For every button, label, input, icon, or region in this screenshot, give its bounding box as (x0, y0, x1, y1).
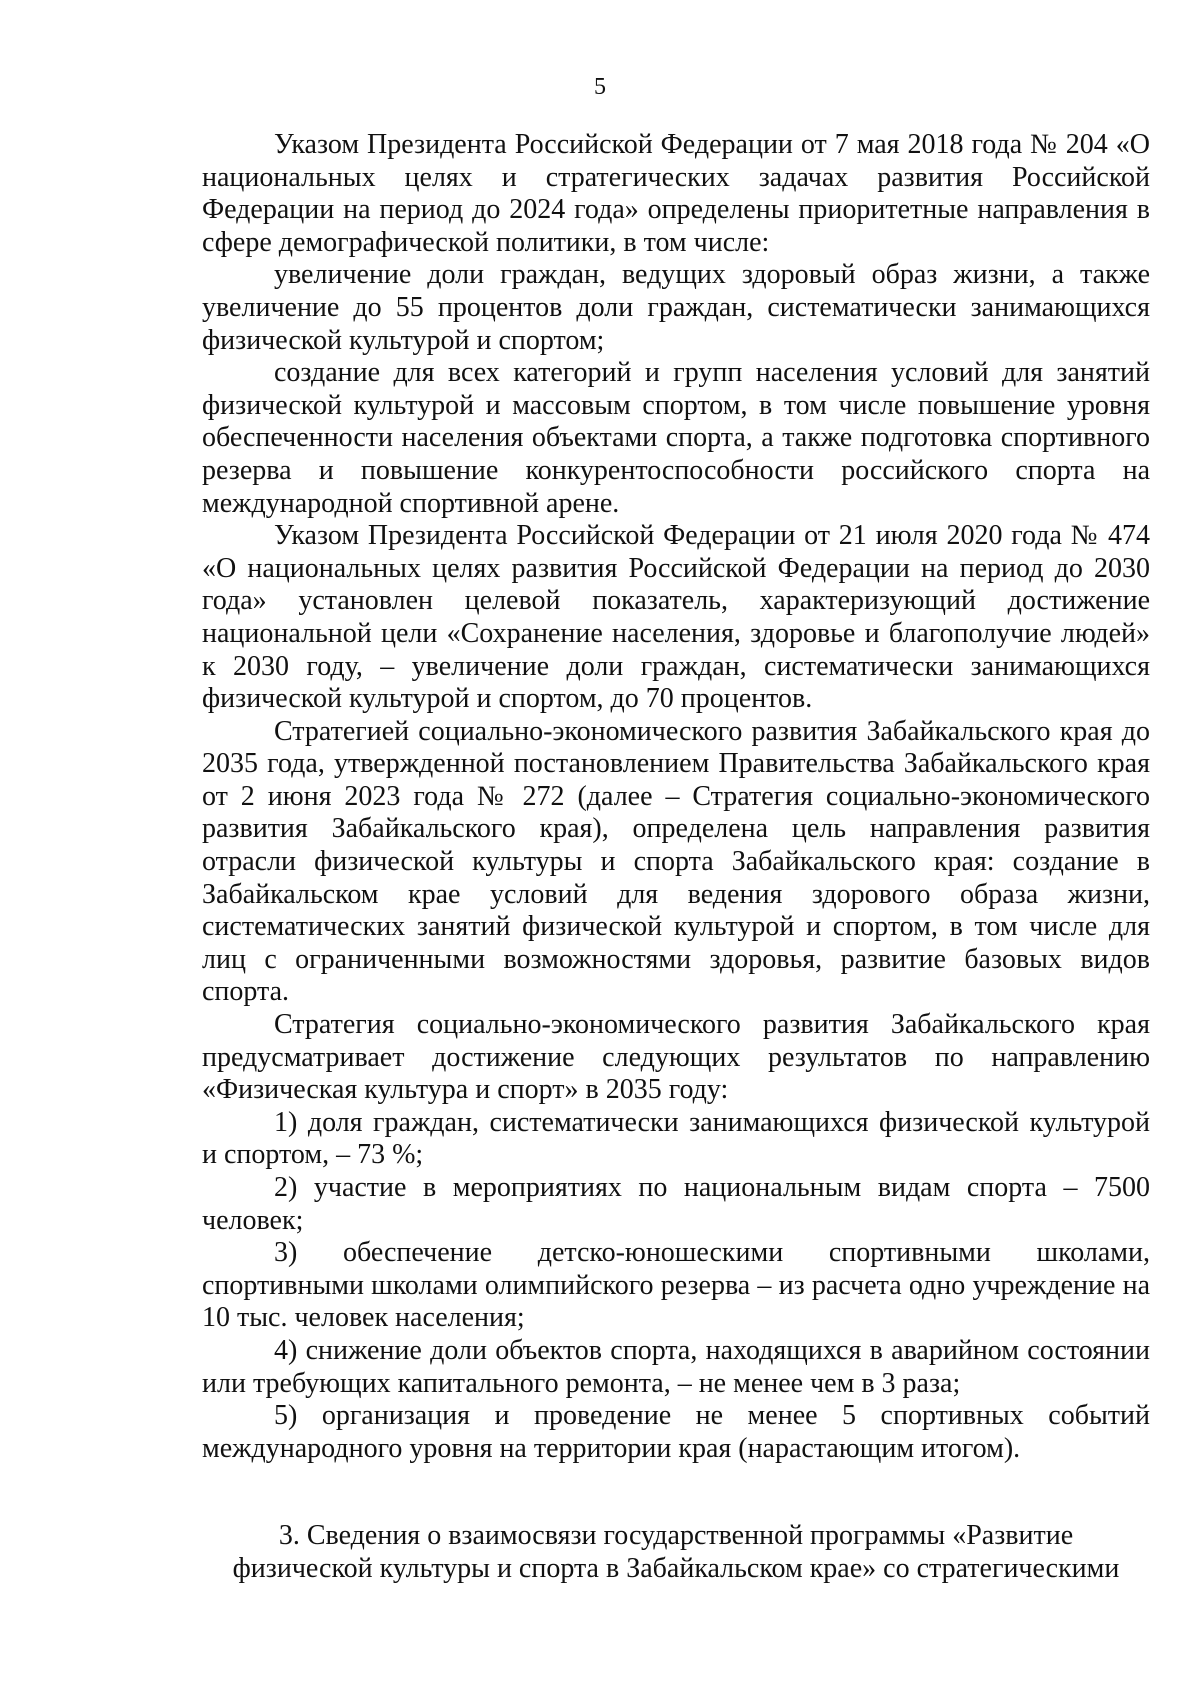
page-number: 5 (594, 74, 606, 100)
paragraph-strategy-results: Стратегия социально-экономического развития Забайкальского края предусматривает достижение следующих результатов по направлению «Физическая культура и спорт» в 2035 году: (202, 1009, 1150, 1106)
paragraph-decree-2018: Указом Президента Российской Федерации от 7 мая 2018 года № 204 «О национальных целях и стратегических задачах развития Российской Федерации на период до 2024 года» определены приоритетные направления в сфере демографической политики, в том числе: (202, 129, 1150, 258)
list-item-1: 1) доля граждан, систематически занимающихся физической культурой и спортом, – 73 %; (202, 1106, 1150, 1171)
paragraph-regional-strategy: Стратегией социально-экономического развития Забайкальского края до 2035 года, утвержденной постановлением Правительства Забайкальского края от 2 июня 2023 года № 272 (далее – Стратегия социально-экономического развития Забайкальского края), определена цель направления развития отрасли физической культуры и спорта Забайкальского края: создание в Забайкальском крае условий для ведения здорового образа жизни, систематических занятий физической культурой и спортом, в том числе для лиц с ограниченными возможностями здоровья, развитие базовых видов спорта. (202, 715, 1150, 1008)
list-item-3: 3) обеспечение детско-юношескими спортивными школами, спортивными школами олимпийского резерва – из расчета одно учреждение на 10 тыс. человек населения; (202, 1237, 1150, 1334)
document-body (202, 129, 1150, 1585)
list-item-4: 4) снижение доли объектов спорта, находящихся в аварийном состоянии или требующих капитального ремонта, – не менее чем в 3 раза; (202, 1334, 1150, 1399)
list-item-5: 5) организация и проведение не менее 5 спортивных событий международного уровня на территории края (нарастающим итогом). (202, 1400, 1150, 1464)
list-item-2: 2) участие в мероприятиях по национальным видам спорта – 7500 человек; (202, 1172, 1150, 1236)
paragraph-decree-2020: Указом Президента Российской Федерации от 21 июля 2020 года № 474 «О национальных целях развития Российской Федерации на период до 2030 года» установлен целевой показатель, характеризующий достижение национальной цели «Сохранение населения, здоровье и благополучие людей» к 2030 году, – увеличение доли граждан, систематически занимающихся физической культурой и спортом, до 70 процентов. (202, 520, 1150, 715)
section-heading: 3. Сведения о взаимосвязи государственной программы «Развитие физической культуры и спорта в Забайкальском крае» со стратегическими (232, 1520, 1120, 1585)
paragraph-conditions-for-sport: создание для всех категорий и групп населения условий для занятий физической культурой и массовым спортом, в том числе повышение уровня обеспеченности населения объектами спорта, а также подготовка спортивного резерва и повышение конкурентоспособности российского спорта на международной спортивной арене. (202, 357, 1150, 519)
paragraph-healthy-lifestyle: увеличение доли граждан, ведущих здоровый образ жизни, а также увеличение до 55 процентов доли граждан, систематически занимающихся физической культурой и спортом; (202, 259, 1150, 356)
